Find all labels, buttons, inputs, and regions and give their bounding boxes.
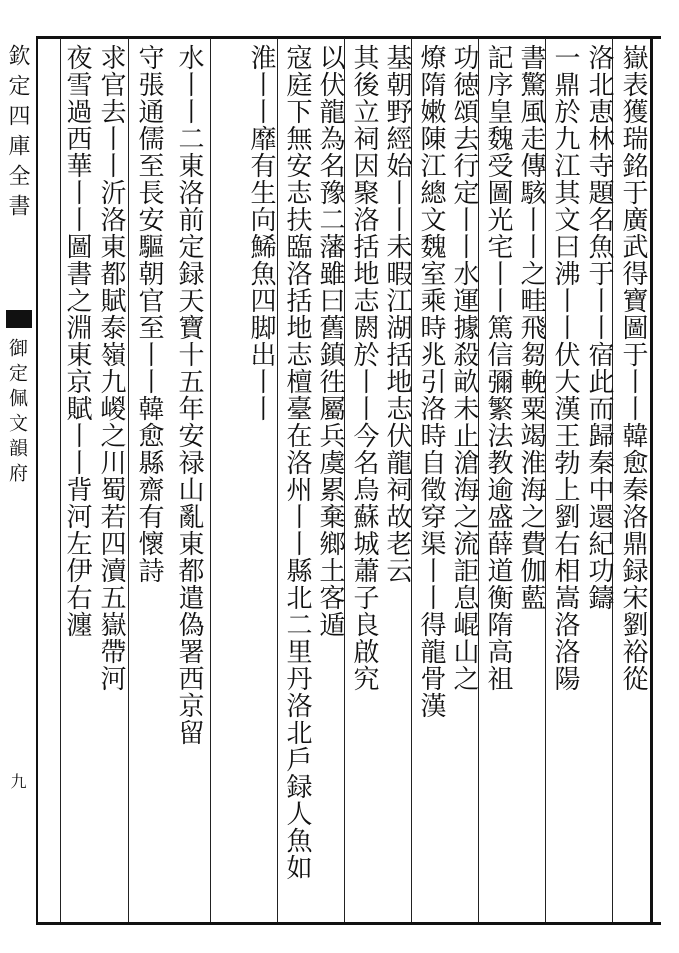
text-column: 求官去丨丨沂洛東都賦泰嶺九嵕之川蜀若四瀆五嶽帶河: [96, 44, 126, 692]
text-column: 夜雪過西華丨丨圖書之淵東京賦丨丨背河左伊右瀍: [62, 44, 92, 638]
text-column: 書驚風走傳駭丨丨之畦飛芻輓粟竭淮海之費伽藍: [516, 44, 546, 611]
column-rule: [60, 38, 61, 922]
left-border: [36, 36, 38, 925]
right-border: [650, 36, 653, 925]
bottom-border: [36, 922, 661, 925]
column-rule: [128, 38, 129, 922]
text-column: 淮丨丨靡有生向鯑魚四脚出丨丨: [246, 44, 276, 422]
page-number: 九: [8, 773, 27, 789]
text-column: 一鼎於九江其文曰沸丨丨伏大漢王勃上劉右相嵩洛洛陽: [550, 44, 580, 692]
text-column: 燎隋嫩陳江總文魏室乘時兆引洛時自徵穿渠丨丨得龍骨漢: [416, 44, 446, 719]
text-column: 寇庭下無安志扶臨洛括地志檀臺在洛州丨丨縣北二里丹洛北戶録人魚如: [282, 44, 312, 881]
column-rule: [210, 38, 211, 922]
text-column: 守張通儒至長安驅朝官至丨丨韓愈縣齋有懷詩: [134, 44, 164, 584]
column-rule: [277, 38, 278, 922]
top-border: [36, 36, 661, 39]
text-column: 以伏龍為名豫二藩雖曰舊鎮徃屬兵虞累棄鄉土客遁: [315, 44, 345, 638]
text-column: 嶽表獲瑞銘于廣武得寶圖于丨丨韓愈秦洛鼎録宋劉裕從: [618, 44, 648, 692]
text-column: 基朝野經始丨丨未暇江湖括地志伏龍祠故老云: [382, 44, 412, 584]
text-column: 洛北恵林寺題名魚于丨丨宿此而歸秦中還紀功鑄: [584, 44, 614, 611]
text-column: 記序皇魏受圖光宅丨丨篤信彌繁法教逾盛薛道衡隋高祖: [483, 44, 513, 692]
book-title: 欽定四庫全書: [5, 44, 30, 224]
text-column: 功徳頌去行定丨丨水運據殺畝未止滄海之流詎息崐山之: [449, 44, 479, 692]
text-column: 其後立祠因聚洛括地志閼於丨丨今名烏蘇城蕭子良啟究: [349, 44, 379, 692]
fishtail-mark: [6, 310, 32, 328]
volume-title: 御定佩文韻府: [6, 338, 28, 488]
page-margin: [2, 38, 34, 922]
text-column: 水丨丨二東洛前定録天寶十五年安禄山亂東都遣偽署西京留: [174, 44, 204, 746]
